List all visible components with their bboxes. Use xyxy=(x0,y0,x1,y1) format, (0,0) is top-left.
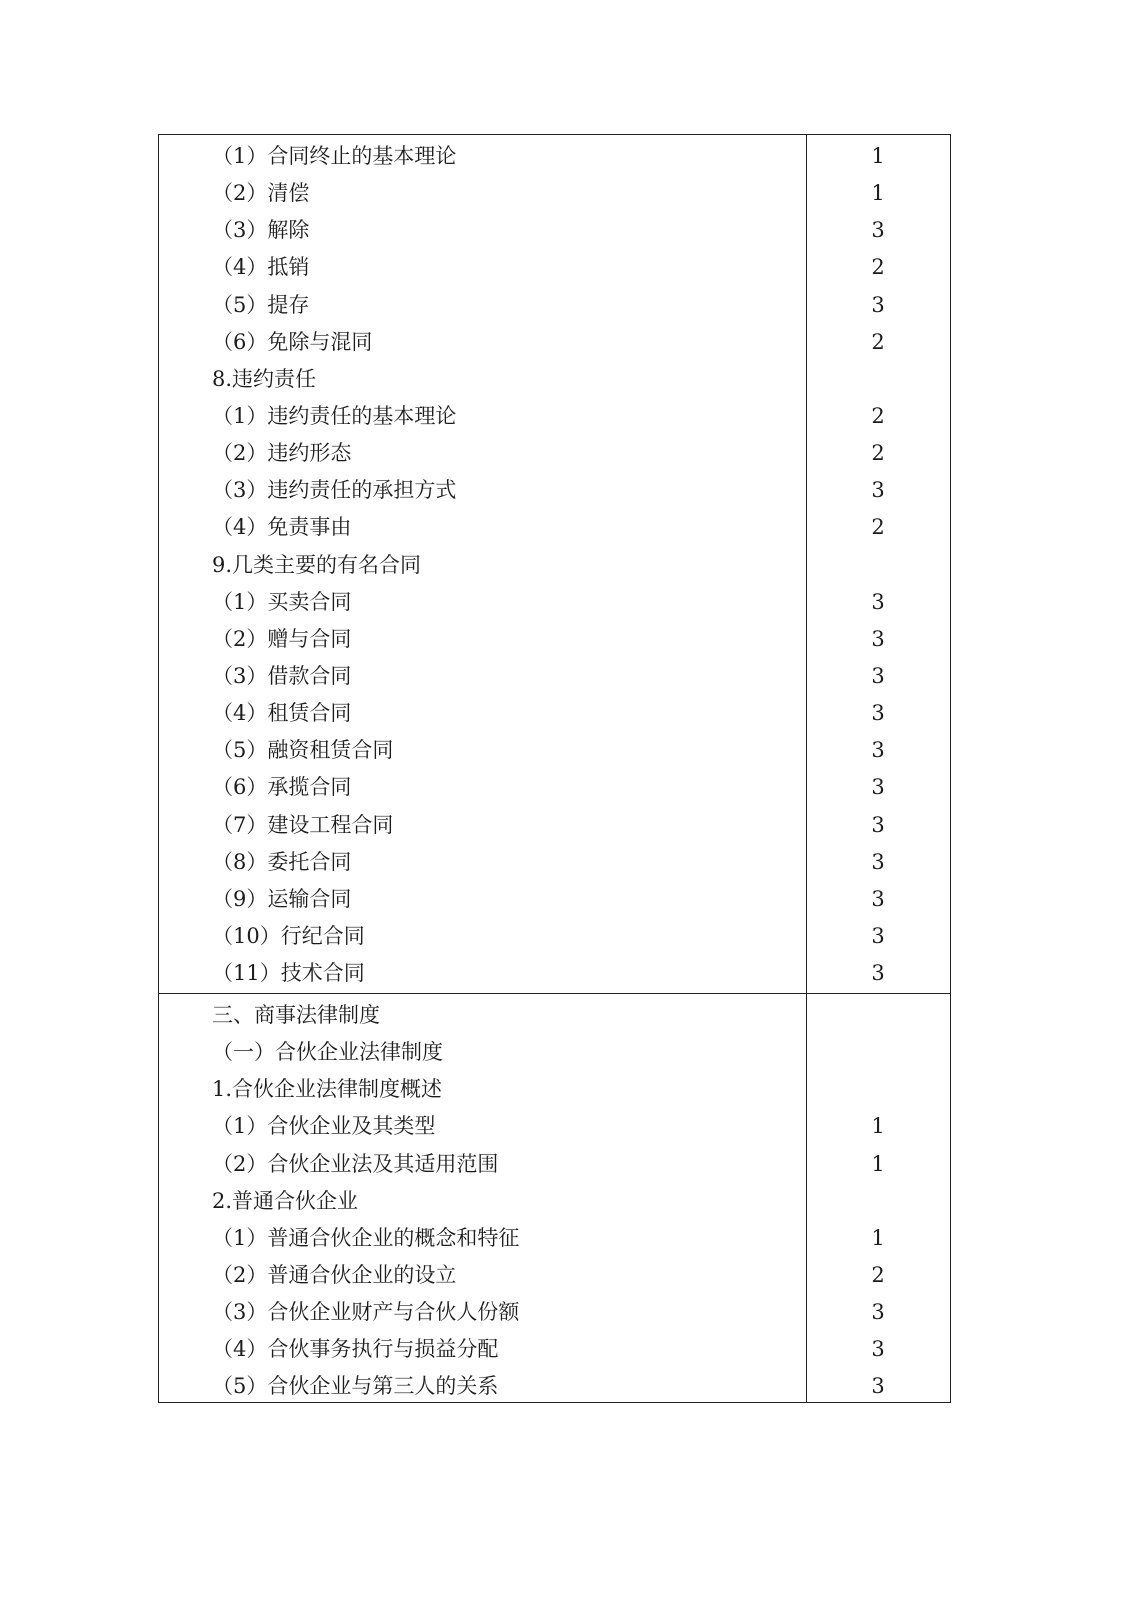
level-value xyxy=(806,997,950,1034)
level-value: 3 xyxy=(871,1337,885,1362)
item-label: （2）普通合伙企业的设立 xyxy=(212,1262,457,1287)
item-label: （3）违约责任的承担方式 xyxy=(212,478,457,503)
item-label: （7）建设工程合同 xyxy=(212,812,394,837)
table-row xyxy=(159,1254,950,1291)
table-row xyxy=(159,1143,950,1180)
table-row xyxy=(159,1068,950,1105)
item-label: （1）合同终止的基本理论 xyxy=(212,144,457,168)
item-label: （4）租赁合同 xyxy=(212,701,352,726)
item-label: 2.普通合伙企业 xyxy=(212,1188,359,1213)
level-value: 3 xyxy=(871,701,885,726)
level-value xyxy=(806,1183,950,1220)
level-value xyxy=(806,1034,950,1071)
level-value: 3 xyxy=(871,1300,885,1325)
level-value xyxy=(806,547,950,584)
level-value: 3 xyxy=(871,849,885,874)
level-value: 1 xyxy=(871,181,885,206)
table-row xyxy=(159,1217,950,1254)
level-value: 2 xyxy=(871,329,885,354)
table-section xyxy=(159,135,950,994)
table-row xyxy=(159,1105,950,1142)
level-value xyxy=(806,361,950,398)
level-value: 2 xyxy=(871,515,885,540)
item-label: （3）借款合同 xyxy=(212,663,352,688)
level-value: 3 xyxy=(871,663,885,688)
level-value: 3 xyxy=(871,775,885,800)
table-row xyxy=(159,209,950,246)
item-label: （2）清偿 xyxy=(212,181,310,206)
level-value: 3 xyxy=(871,961,885,986)
item-label: （5）提存 xyxy=(212,292,310,317)
level-value xyxy=(806,1071,950,1108)
table-row xyxy=(159,618,950,655)
level-value: 1 xyxy=(871,144,885,168)
level-value: 1 xyxy=(871,1114,885,1139)
level-value: 2 xyxy=(871,441,885,466)
level-value: 3 xyxy=(871,478,885,503)
table-row xyxy=(159,469,950,506)
level-value: 3 xyxy=(871,1374,885,1399)
table-row xyxy=(159,1031,950,1068)
table-row xyxy=(159,915,950,952)
level-value: 3 xyxy=(871,292,885,317)
item-label: （2）违约形态 xyxy=(212,441,352,466)
item-label: （3）解除 xyxy=(212,218,310,243)
item-label: （5）融资租赁合同 xyxy=(212,738,394,763)
table-row xyxy=(159,581,950,618)
table-row xyxy=(159,172,950,209)
table-row xyxy=(159,994,950,1031)
table-row xyxy=(159,729,950,766)
level-value: 1 xyxy=(871,1225,885,1250)
table-row xyxy=(159,692,950,729)
item-label: （1）违约责任的基本理论 xyxy=(212,403,457,428)
item-label: （4）抵销 xyxy=(212,255,310,280)
item-label: 1.合伙企业法律制度概述 xyxy=(212,1077,443,1102)
item-label: （5）合伙企业与第三人的关系 xyxy=(212,1374,499,1399)
table-row xyxy=(159,395,950,432)
table-row xyxy=(159,432,950,469)
table-row xyxy=(159,246,950,283)
level-value: 3 xyxy=(871,886,885,911)
table-row xyxy=(159,878,950,915)
table-row xyxy=(159,1291,950,1328)
table-row xyxy=(159,358,950,395)
item-label: 三、商事法律制度 xyxy=(212,1003,380,1027)
table-row xyxy=(159,135,950,172)
item-label: （1）买卖合同 xyxy=(212,589,352,614)
item-label: （8）委托合同 xyxy=(212,849,352,874)
table-row xyxy=(159,506,950,543)
item-label: （6）免除与混同 xyxy=(212,329,373,354)
level-value: 3 xyxy=(871,218,885,243)
item-label: 9.几类主要的有名合同 xyxy=(212,552,422,577)
table-row xyxy=(159,766,950,803)
item-label: （3）合伙企业财产与合伙人份额 xyxy=(212,1300,520,1325)
table-row xyxy=(159,321,950,358)
item-label: （11）技术合同 xyxy=(212,961,365,986)
table-row xyxy=(159,284,950,321)
item-label: （9）运输合同 xyxy=(212,886,352,911)
table-row xyxy=(159,804,950,841)
level-value: 3 xyxy=(871,626,885,651)
table-row xyxy=(159,1365,950,1402)
level-value: 3 xyxy=(871,589,885,614)
item-label: （4）合伙事务执行与损益分配 xyxy=(212,1337,499,1362)
table-row xyxy=(159,1180,950,1217)
item-label: 8.违约责任 xyxy=(212,366,317,391)
syllabus-table xyxy=(158,134,951,1403)
level-value: 2 xyxy=(871,403,885,428)
level-value: 1 xyxy=(871,1151,885,1176)
table-row xyxy=(159,544,950,581)
item-label: （1）合伙企业及其类型 xyxy=(212,1114,436,1139)
item-label: （2）合伙企业法及其适用范围 xyxy=(212,1151,499,1176)
level-value: 2 xyxy=(871,1262,885,1287)
table-row xyxy=(159,841,950,878)
item-label: （10）行纪合同 xyxy=(212,923,365,948)
table-section xyxy=(159,994,950,1402)
table-row xyxy=(159,655,950,692)
level-value: 3 xyxy=(871,923,885,948)
item-label: （2）赠与合同 xyxy=(212,626,352,651)
item-label: （1）普通合伙企业的概念和特征 xyxy=(212,1225,520,1250)
table-row xyxy=(159,952,950,989)
item-label: （6）承揽合同 xyxy=(212,775,352,800)
level-value: 3 xyxy=(871,738,885,763)
item-label: （一）合伙企业法律制度 xyxy=(212,1040,443,1065)
level-value: 3 xyxy=(871,812,885,837)
level-value: 2 xyxy=(871,255,885,280)
table-row xyxy=(159,1328,950,1365)
item-label: （4）免责事由 xyxy=(212,515,352,540)
